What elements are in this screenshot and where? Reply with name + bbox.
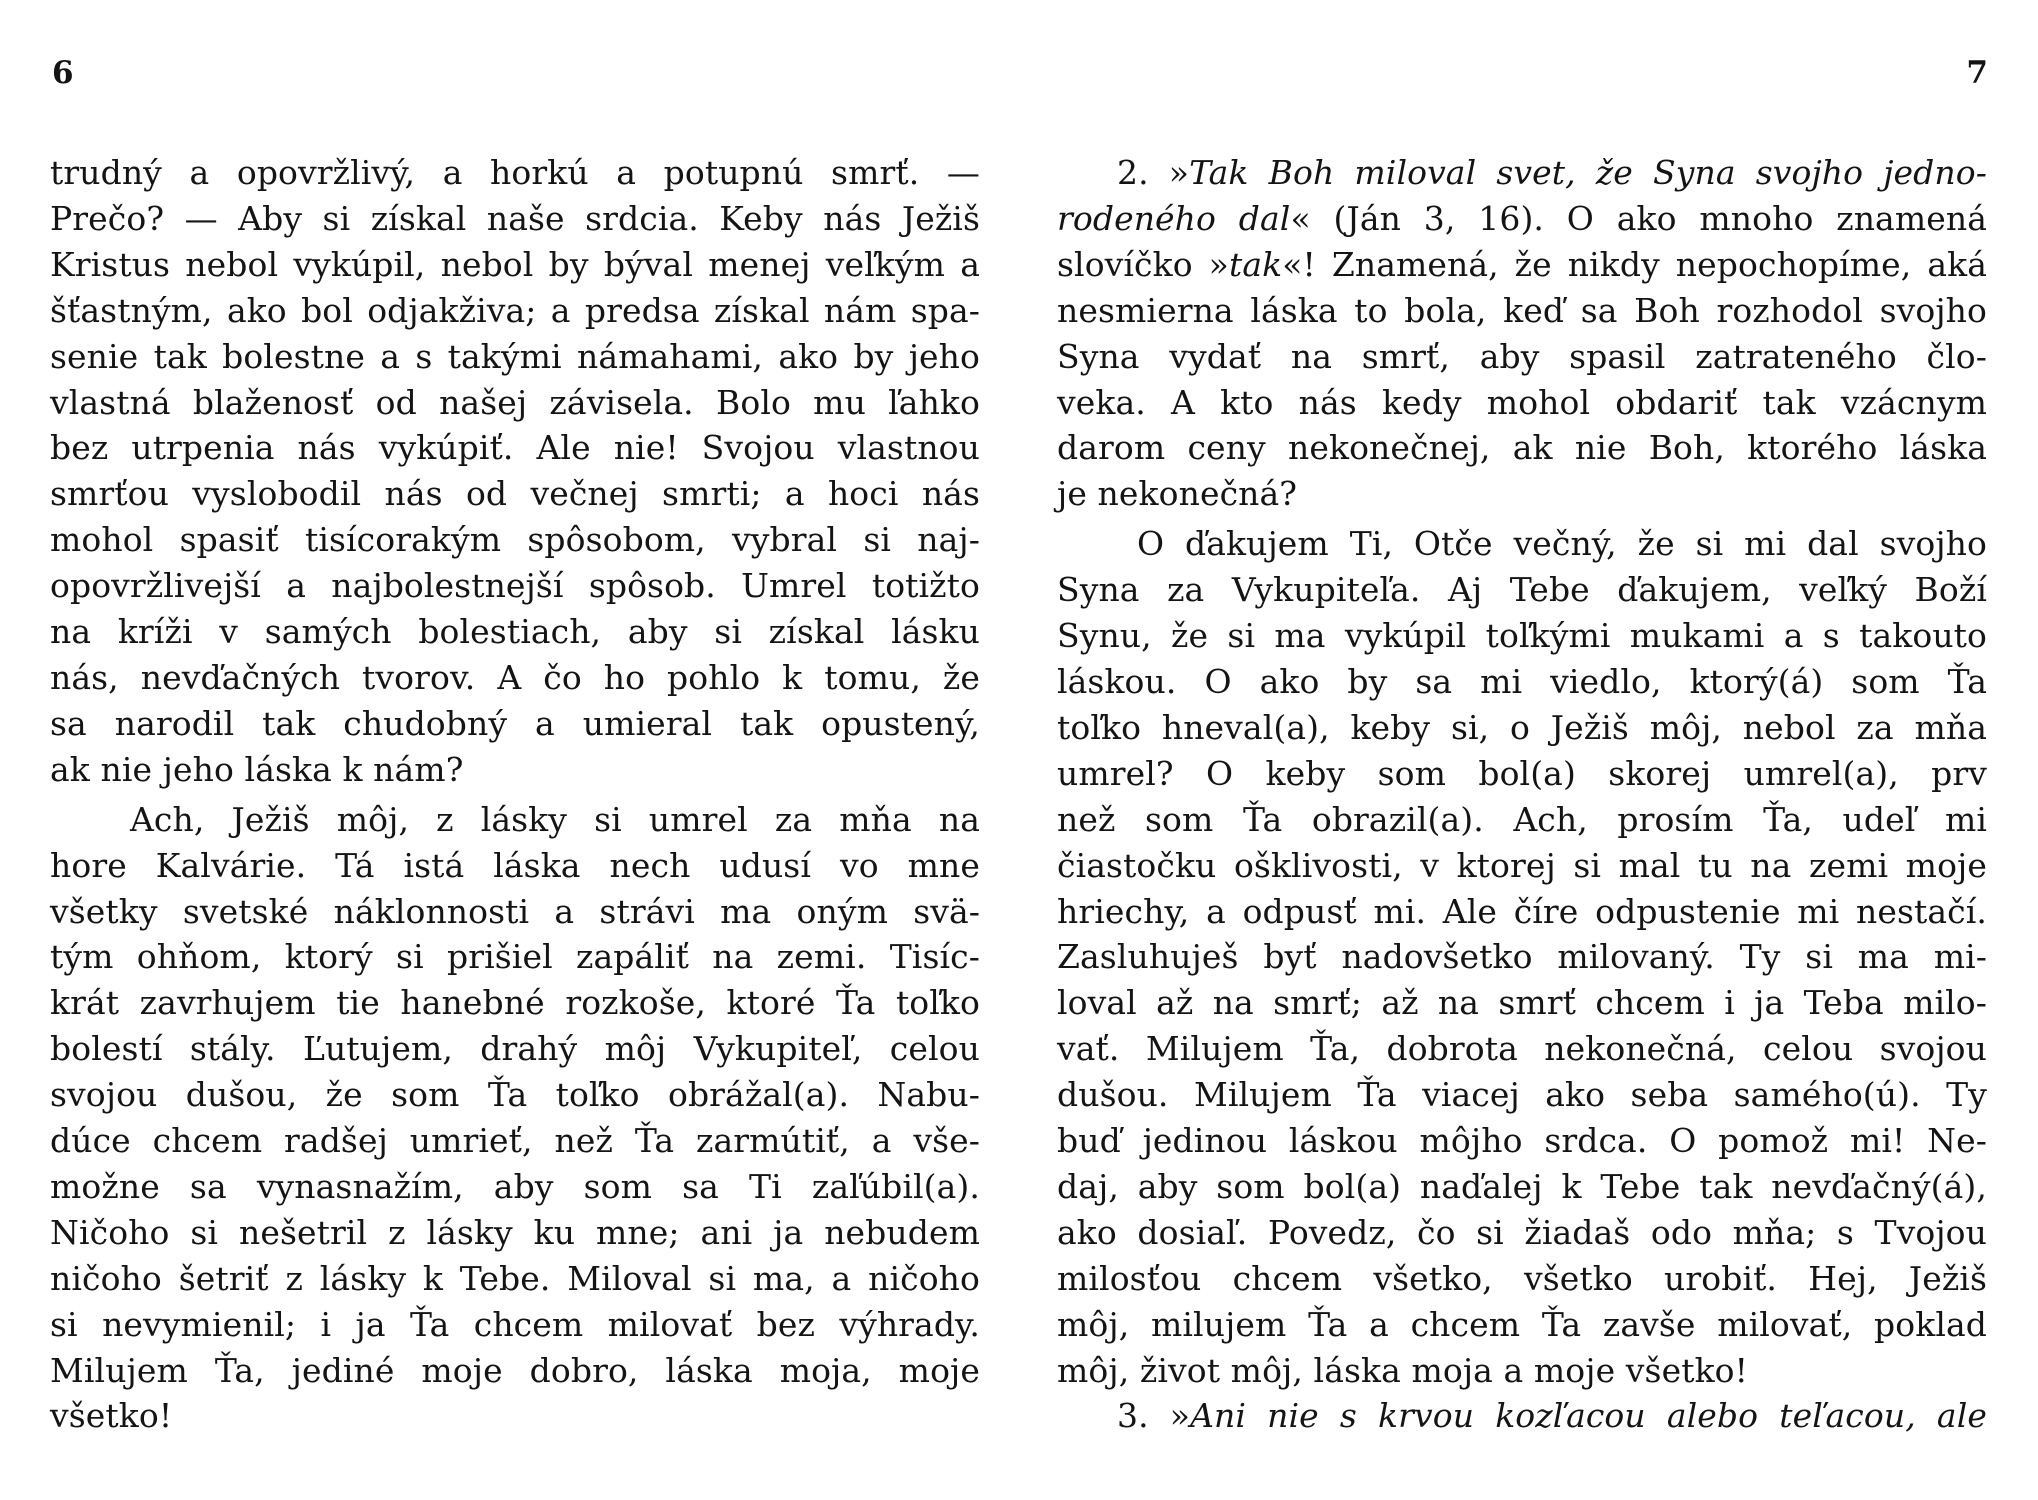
text-line: Syna za Vykupiteľa. Aj Tebe ďakujem, veľký Boží <box>1057 570 1987 610</box>
text-line: sa narodil tak chudobný a umieral tak opustený, <box>50 703 980 743</box>
text-line: darom ceny nekonečnej, ak nie Boh, ktorého láska <box>1057 428 1987 468</box>
text-line: láskou. O ako by sa mi viedlo, ktorý(á) som Ťa <box>1057 661 1987 701</box>
text-line: všetko! <box>50 1396 173 1436</box>
text-line: nesmierna láska to bola, keď sa Boh rozhodol svojho <box>1057 290 1987 330</box>
text-line: možne sa vynasnažím, aby som sa Ti zaľúbil(a). <box>50 1166 980 1206</box>
text-line: môj, život môj, láska moja a moje všetko! <box>1057 1350 1748 1390</box>
quote-italic: tak <box>1228 244 1283 284</box>
text-line: daj, aby som bol(a) naďalej k Tebe tak nevďačný(á), <box>1057 1166 1987 1206</box>
text-line: buď jedinou láskou môjho srdca. O pomož mi! Ne- <box>1057 1121 1987 1161</box>
text-line: dušou. Milujem Ťa viacej ako seba samého(ú). Ty <box>1057 1075 1987 1115</box>
text-line: Kristus nebol vykúpil, nebol by býval menej veľkým a <box>50 244 980 284</box>
text-line <box>1057 150 1987 196</box>
text-line: nás, nevďačných tvorov. A čo ho pohlo k tomu, že <box>50 657 980 697</box>
right-page-text <box>1057 150 1987 1439</box>
text-line: hore Kalvárie. Tá istá láska nech udusí vo mne <box>50 845 980 885</box>
quote-italic: rodeného dal <box>1057 198 1291 238</box>
left-page-text <box>50 150 980 1439</box>
text-line: umrel? O keby som bol(a) skorej umrel(a), prv <box>1057 753 1987 793</box>
text-line: senie tak bolestne a s takými námahami, ako by jeho <box>50 336 980 376</box>
text-line: opovržlivejší a najbolestnejší spôsob. Umrel totižto <box>50 566 980 606</box>
text-line: bolestí stály. Ľutujem, drahý môj Vykupiteľ, celou <box>50 1029 980 1069</box>
paragraph <box>1057 521 1987 1393</box>
paragraph-number: 3. » <box>1117 1396 1191 1436</box>
text-line: vlastná blaženosť od našej závisela. Bolo mu ľahko <box>50 382 980 422</box>
text-line: smrťou vyslobodil nás od večnej smrti; a hoci nás <box>50 474 980 514</box>
text-line: trudný a opovržlivý, a horkú a potupnú smrť. — <box>50 153 980 192</box>
text-line: všetky svetské náklonnosti a strávi ma oným svä- <box>50 891 980 931</box>
text-line: Milujem Ťa, jediné moje dobro, láska moja, moje <box>50 1350 980 1390</box>
text-line: tým ohňom, ktorý si prišiel zapáliť na zemi. Tisíc- <box>50 937 980 977</box>
paragraph <box>50 797 980 1440</box>
quote-italic: Ani nie s krvou kozľacou alebo teľacou, ale <box>1190 1396 1987 1436</box>
text-line: mohol spasiť tisícorakým spôsobom, vybral si naj- <box>50 520 980 560</box>
paragraph <box>50 150 980 793</box>
text-line: Syna vydať na smrť, aby spasil zatrateného člo- <box>1057 336 1987 376</box>
text-line: môj, milujem Ťa a chcem Ťa zavše milovať, poklad <box>1057 1304 1987 1344</box>
text-line <box>1057 196 1987 242</box>
page-number-left: 6 <box>52 55 74 91</box>
text-line: svojou dušou, že som Ťa toľko obrážal(a). Nabu- <box>50 1075 980 1115</box>
text-line: krát zavrhujem tie hanebné rozkoše, ktoré Ťa toľko <box>50 983 980 1023</box>
text-line: ako dosiaľ. Povedz, čo si žiadaš odo mňa; s Tvojou <box>1057 1212 1987 1252</box>
text-line: vať. Milujem Ťa, dobrota nekonečná, celou svojou <box>1057 1029 1987 1069</box>
text-line: ak nie jeho láska k nám? <box>50 749 464 789</box>
paragraph <box>1057 1393 1987 1439</box>
text-line: dúce chcem radšej umrieť, než Ťa zarmútiť, a vše- <box>50 1121 980 1161</box>
page-number-right: 7 <box>1966 55 1988 91</box>
text-line: bez utrpenia nás vykúpiť. Ale nie! Svojou vlastnou <box>50 428 980 468</box>
text-line: hriechy, a odpusť mi. Ale číre odpustenie mi nestačí. <box>1057 891 1987 931</box>
text-line: Synu, že si ma vykúpil toľkými mukami a s takouto <box>1057 616 1987 656</box>
text-line: ničoho šetriť z lásky k Tebe. Miloval si ma, a ničoho <box>50 1258 980 1298</box>
text-line: milosťou chcem všetko, všetko urobiť. Hej, Ježiš <box>1057 1258 1987 1298</box>
text-line: je nekonečná? <box>1057 474 1298 514</box>
text-line: O ďakujem Ti, Otče večný, že si mi dal svojho <box>1137 524 1987 564</box>
text-line <box>1057 242 1987 288</box>
text-fragment: slovíčko » <box>1057 244 1229 284</box>
text-line: Ničoho si nešetril z lásky ku mne; ani ja nebudem <box>50 1212 980 1252</box>
paragraph <box>1057 150 1987 517</box>
text-line <box>1057 1393 1987 1439</box>
text-line: Ach, Ježiš môj, z lásky si umrel za mňa na <box>130 799 980 839</box>
text-line: veka. A kto nás kedy mohol obdariť tak vzácnym <box>1057 382 1987 422</box>
paragraph-number: 2. » <box>1117 153 1190 192</box>
text-line: loval až na smrť; až na smrť chcem i ja Teba milo- <box>1057 983 1987 1023</box>
text-line: si nevymienil; i ja Ťa chcem milovať bez výhrady. <box>50 1304 980 1344</box>
text-line: Prečo? — Aby si získal naše srdcia. Keby nás Ježiš <box>50 198 980 238</box>
text-fragment: «! Znamená, že nikdy nepochopíme, aká <box>1282 244 1987 284</box>
text-line: Zasluhuješ byť nadovšetko milovaný. Ty si ma mi- <box>1057 937 1987 977</box>
text-line: čiastočku ošklivosti, v ktorej si mal tu na zemi moje <box>1057 845 1987 885</box>
text-line: šťastným, ako bol odjakživa; a predsa získal nám spa- <box>50 290 980 330</box>
text-fragment: « (Ján 3, 16). O ako mnoho znamená <box>1290 198 1987 238</box>
text-line: na kríži v samých bolestiach, aby si získal lásku <box>50 612 980 652</box>
text-line: než som Ťa obrazil(a). Ach, prosím Ťa, udeľ mi <box>1057 799 1987 839</box>
quote-italic: Tak Boh miloval svet, že Syna svojho jedno- <box>1189 153 1987 192</box>
text-line: toľko hneval(a), keby si, o Ježiš môj, nebol za mňa <box>1057 707 1987 747</box>
